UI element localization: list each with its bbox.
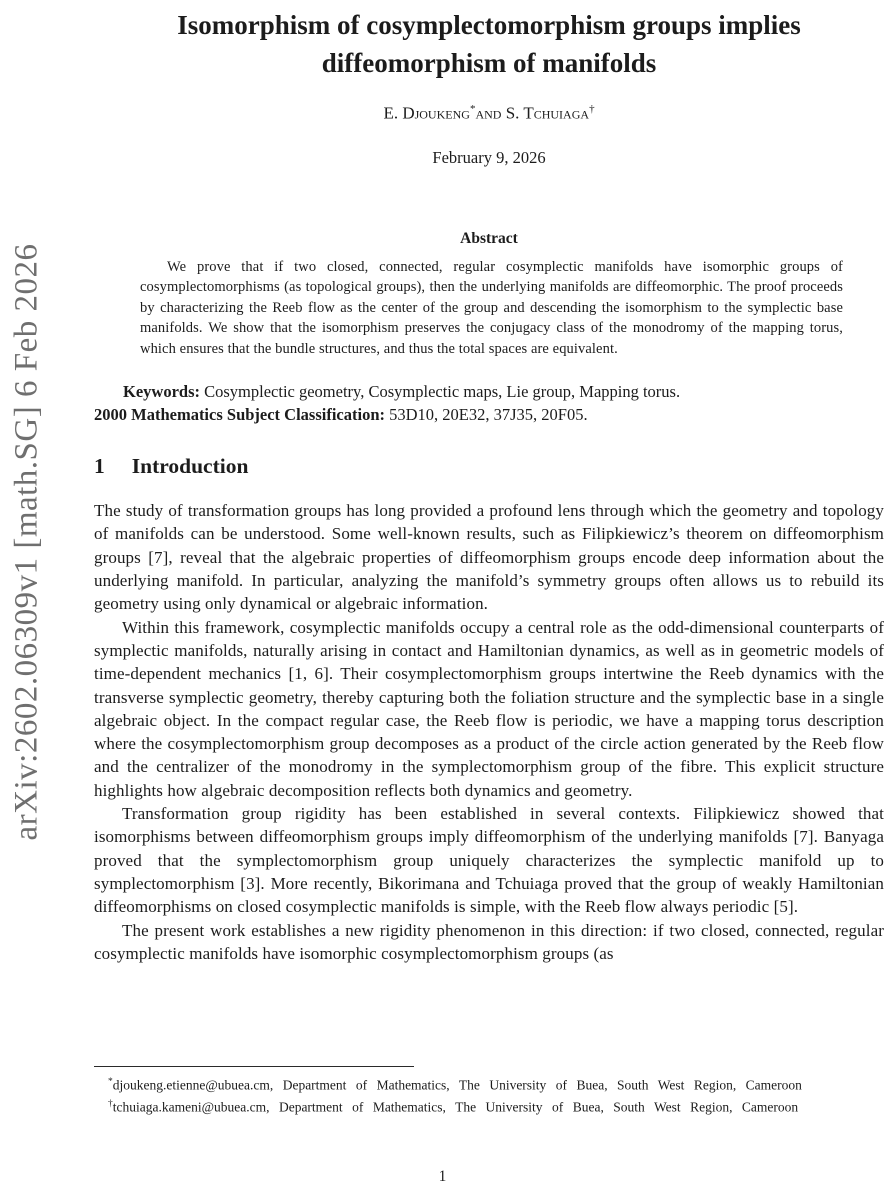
msc-label: 2000 Mathematics Subject Classification: xyxy=(94,405,386,425)
abstract-heading: Abstract xyxy=(460,229,518,247)
paragraph-2: Within this framework, cosymplectic manifolds occupy a central role as the odd-dimensional counterparts of symplectic manifolds, naturally arising in contact and Hamiltonian dynamics, as well as in geometric models of time-dependent mechanics [1, 6]. Their cosymplectomorphism groups intertwine the Reeb dynamics with the transverse symplectic geometry, thereby capturing both the foliation structure and the symplectic base in a single algebraic object. In the compact regular case, the Reeb flow is periodic, we have a mapping torus description where the cosymplectomorphism group decomposes as a product of the circle action generated by the Reeb flow and the centralizer of the monodromy in the symplectomorphism group of the fibre. This explicit structure highlights how algebraic decomposition reflects both dynamics and geometry. xyxy=(94,617,884,800)
author-1-footnote-mark: * xyxy=(469,103,476,115)
paper-date: February 9, 2026 xyxy=(432,147,546,167)
msc-text: 53D10, 20E32, 37J35, 20F05. xyxy=(389,405,588,425)
paragraph-3: Transformation group rigidity has been established in several contexts. Filipkiewicz showed that isomorphisms between diffeomorphism groups imply diffeomorphism of the underlying manifolds [7]. Banyaga proved that the symplectomorphism group uniquely characterizes the symplectic manifold up to symplectomorphism [3]. More recently, Bikorimana and Tchuiaga proved that the group of weakly Hamiltonian diffeomorphisms on closed cosymplectic manifolds is simple, with the Reeb flow always periodic [5]. xyxy=(94,804,884,917)
footnote-rule xyxy=(94,1066,414,1067)
author-2: S. Tchuiaga xyxy=(505,103,590,123)
introduction-body xyxy=(94,499,884,965)
page-number: 1 xyxy=(438,1168,447,1185)
author-2-footnote-mark: † xyxy=(589,103,595,115)
paragraph-4: The present work establishes a new rigidity phenomenon in this direction: if two closed, connected, regular cosymplectic manifolds have isomorphic cosymplectomorphism groups (as xyxy=(94,920,884,963)
footnote-2-text: tchuiaga.kameni@ubuea.cm, Department of Mathematics, The University of Buea, South West Region, Cameroon xyxy=(112,1099,799,1115)
keywords-label: Keywords: xyxy=(123,382,200,402)
arxiv-watermark: arXiv:2602.06309v1 [math.SG] 6 Feb 2026 xyxy=(8,243,45,841)
paragraph-1: The study of transformation groups has long provided a profound lens through which the geometry and topology of manifolds can be understood. Some well-known results, such as Filipkiewicz’s theorem on diffeomorphism groups [7], reveal that the algebraic properties of diffeomorphism groups encode deep information about the underlying manifold. In particular, analyzing the manifold’s symmetry groups often allows us to rebuild its geometry using only dynamical or algebraic information. xyxy=(94,501,884,614)
section-1-number: 1 xyxy=(94,454,105,479)
paper-title xyxy=(94,6,884,82)
keywords-text: Cosymplectic geometry, Cosymplectic maps, Lie group, Mapping torus. xyxy=(204,382,681,402)
paper-content xyxy=(94,0,884,965)
msc-line xyxy=(94,403,884,426)
footnote-area xyxy=(94,1066,884,1117)
footnote-1-mark: * xyxy=(108,1077,113,1087)
footnote-2-mark: † xyxy=(108,1098,113,1109)
section-1-title: Introduction xyxy=(131,454,249,479)
paper-title-line-2: diffeomorphism of manifolds xyxy=(321,48,657,78)
keywords-line xyxy=(94,380,884,403)
authors-conjunction: and xyxy=(475,103,502,123)
footnote-1 xyxy=(94,1073,884,1095)
section-1-heading xyxy=(94,452,884,480)
author-1: E. Djoukeng xyxy=(383,103,470,123)
footnote-2 xyxy=(94,1095,884,1117)
authors-line xyxy=(94,97,884,126)
metadata-block xyxy=(94,380,884,426)
footnote-1-text: djoukeng.etienne@ubuea.cm, Department of Mathematics, The University of Buea, South West Region, Cameroon xyxy=(112,1077,802,1093)
abstract-text: We prove that if two closed, connected, regular cosymplectic manifolds have isomorphic groups of cosymplectomorphisms (as topological groups), then the underlying manifolds are diffeomorphic. The proof proceeds by characterizing the Reeb flow as the center of the group and descending the isomorphism to the symplectic base manifolds. We show that the isomorphism preserves the conjugacy class of the monodromy of the mapping torus, which ensures that the bundle structures, and thus the total spaces are equivalent. xyxy=(140,258,843,357)
paper-title-line-1: Isomorphism of cosymplectomorphism groups implies xyxy=(177,10,801,40)
